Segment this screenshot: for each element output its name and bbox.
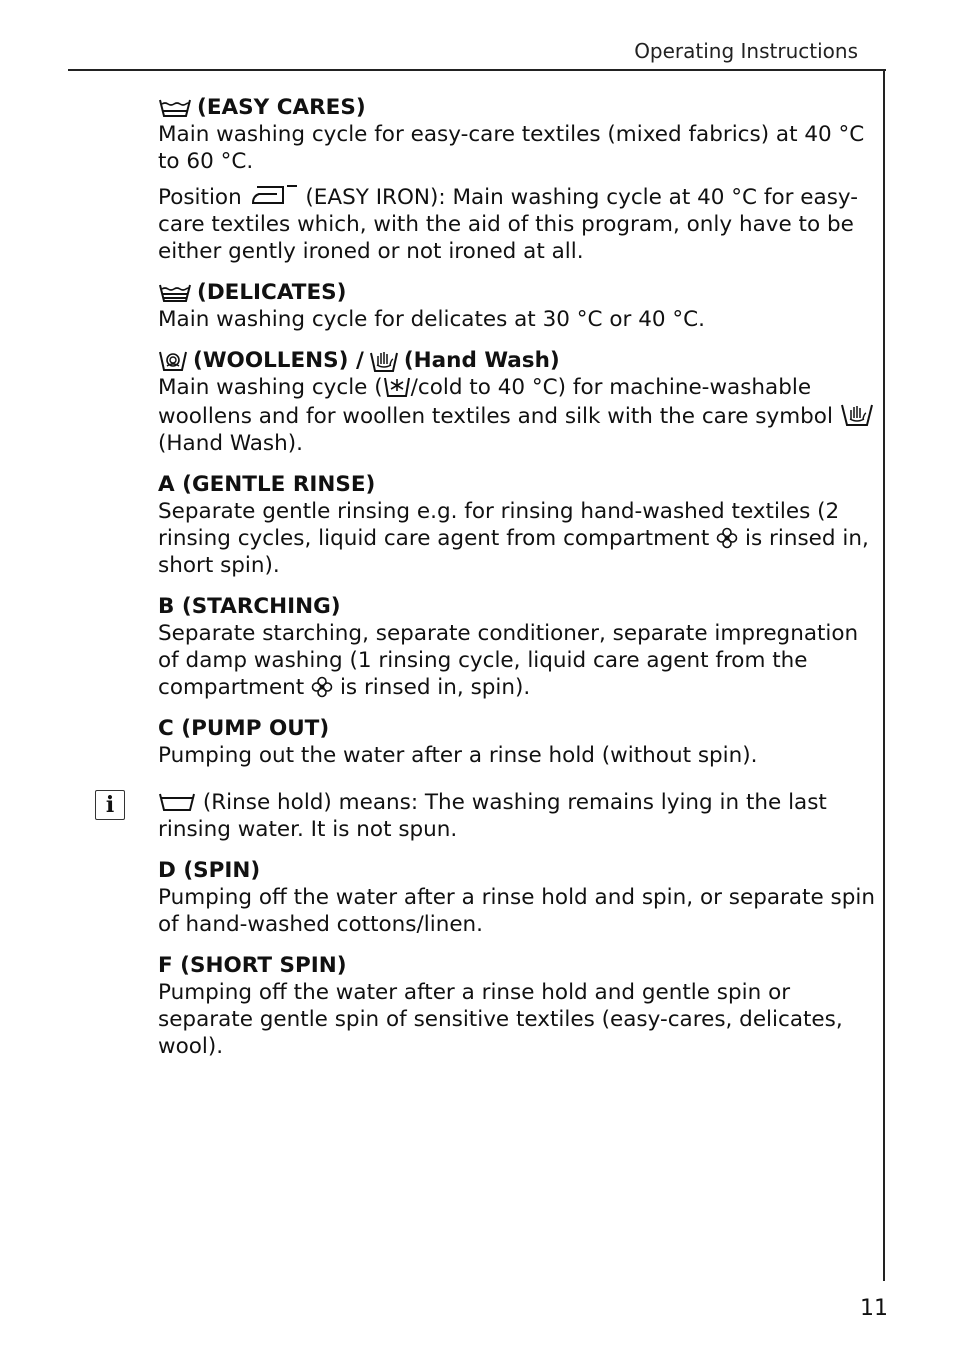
section-title: (EASY CARES) [197,95,366,120]
section-heading [158,94,878,121]
section-text: Pumping out the water after a rinse hold (without spin). [158,743,758,768]
cold-wash-icon [383,376,411,398]
section-title: F (SHORT SPIN) [158,953,347,978]
section-text [158,620,878,701]
section-heading [158,279,878,306]
main-content [105,94,878,1074]
section-text: Pumping off the water after a rinse hold and gentle spin or separate gentle spin of sensitive textiles (easy-cares, delicates, wool). [158,980,843,1059]
delicates-tub-icon [158,282,192,304]
section-text [158,374,878,457]
easy-iron-paragraph [158,182,878,265]
flower-compartment-icon [716,527,738,549]
text-part: Separate starching, separate conditioner, separate impregnation of damp washing (1 rinsing cycle, liquid care agent from the compartment [158,621,859,700]
section-title: B (STARCHING) [158,594,341,619]
section-text: Main washing cycle for delicates at 30 °C or 40 °C. [158,307,705,332]
side-rule [883,69,885,1281]
section-starching [158,593,878,701]
note-text [158,789,878,843]
header-rule [68,69,886,71]
section-text: Pumping off the water after a rinse hold and spin, or separate spin of hand-washed cottons/linen. [158,885,875,937]
section-heading [158,593,878,620]
text-part: is rinsed in, short spin). [158,526,869,578]
section-title: C (PUMP OUT) [158,716,330,741]
section-heading [158,857,878,884]
info-note [105,789,878,843]
text-part: /cold to 40 °C) for machine-washable woollens and for woollen textiles and silk with the care symbol [158,375,833,429]
section-title-hand-wash: (Hand Wash) [403,348,560,373]
section-text: Main washing cycle for easy-care textiles (mixed fabrics) at 40 °C to 60 °C. [158,122,865,174]
section-woollens [158,347,878,457]
section-text [158,498,878,579]
text-part: is rinsed in, spin). [339,675,531,700]
section-delicates [158,279,878,333]
section-title-woollens: (WOOLLENS) / [193,348,364,373]
section-title: D (SPIN) [158,858,261,883]
section-heading [158,715,878,742]
text-part: (Rinse hold) means: The washing remains lying in the last rinsing water. It is not spun. [158,790,827,842]
info-icon: i [95,790,125,820]
section-title: A (GENTLE RINSE) [158,472,376,497]
flower-compartment-icon [311,676,333,698]
hand-wash-icon [369,348,399,374]
section-short-spin [158,952,878,1060]
page-number: 11 [860,1296,888,1321]
section-heading [158,471,878,498]
section-spin [158,857,878,938]
section-heading [158,952,878,979]
hand-wash-care-symbol-icon [840,401,874,427]
header-title: Operating Instructions [634,39,858,63]
section-pump-out [158,715,878,769]
position-text: (EASY IRON): Main washing cycle at 40 °C for easy-care textiles which, with the aid of this program, only have to be either gently ironed or not ironed at all. [158,185,859,264]
section-title: (DELICATES) [197,280,347,305]
section-heading [158,347,878,374]
text-part: (Hand Wash). [158,431,303,456]
easy-iron-icon [249,182,299,208]
text-part: Main washing cycle ( [158,375,383,400]
easy-care-tub-icon [158,97,192,119]
text-part: Separate gentle rinsing e.g. for rinsing hand-washed textiles (2 rinsing cycles, liquid care agent from compartment [158,499,840,551]
section-easy-cares [158,94,878,265]
section-gentle-rinse [158,471,878,579]
rinse-hold-tub-icon [158,791,196,813]
position-prefix: Position [158,185,242,210]
woollens-icon [158,349,188,373]
